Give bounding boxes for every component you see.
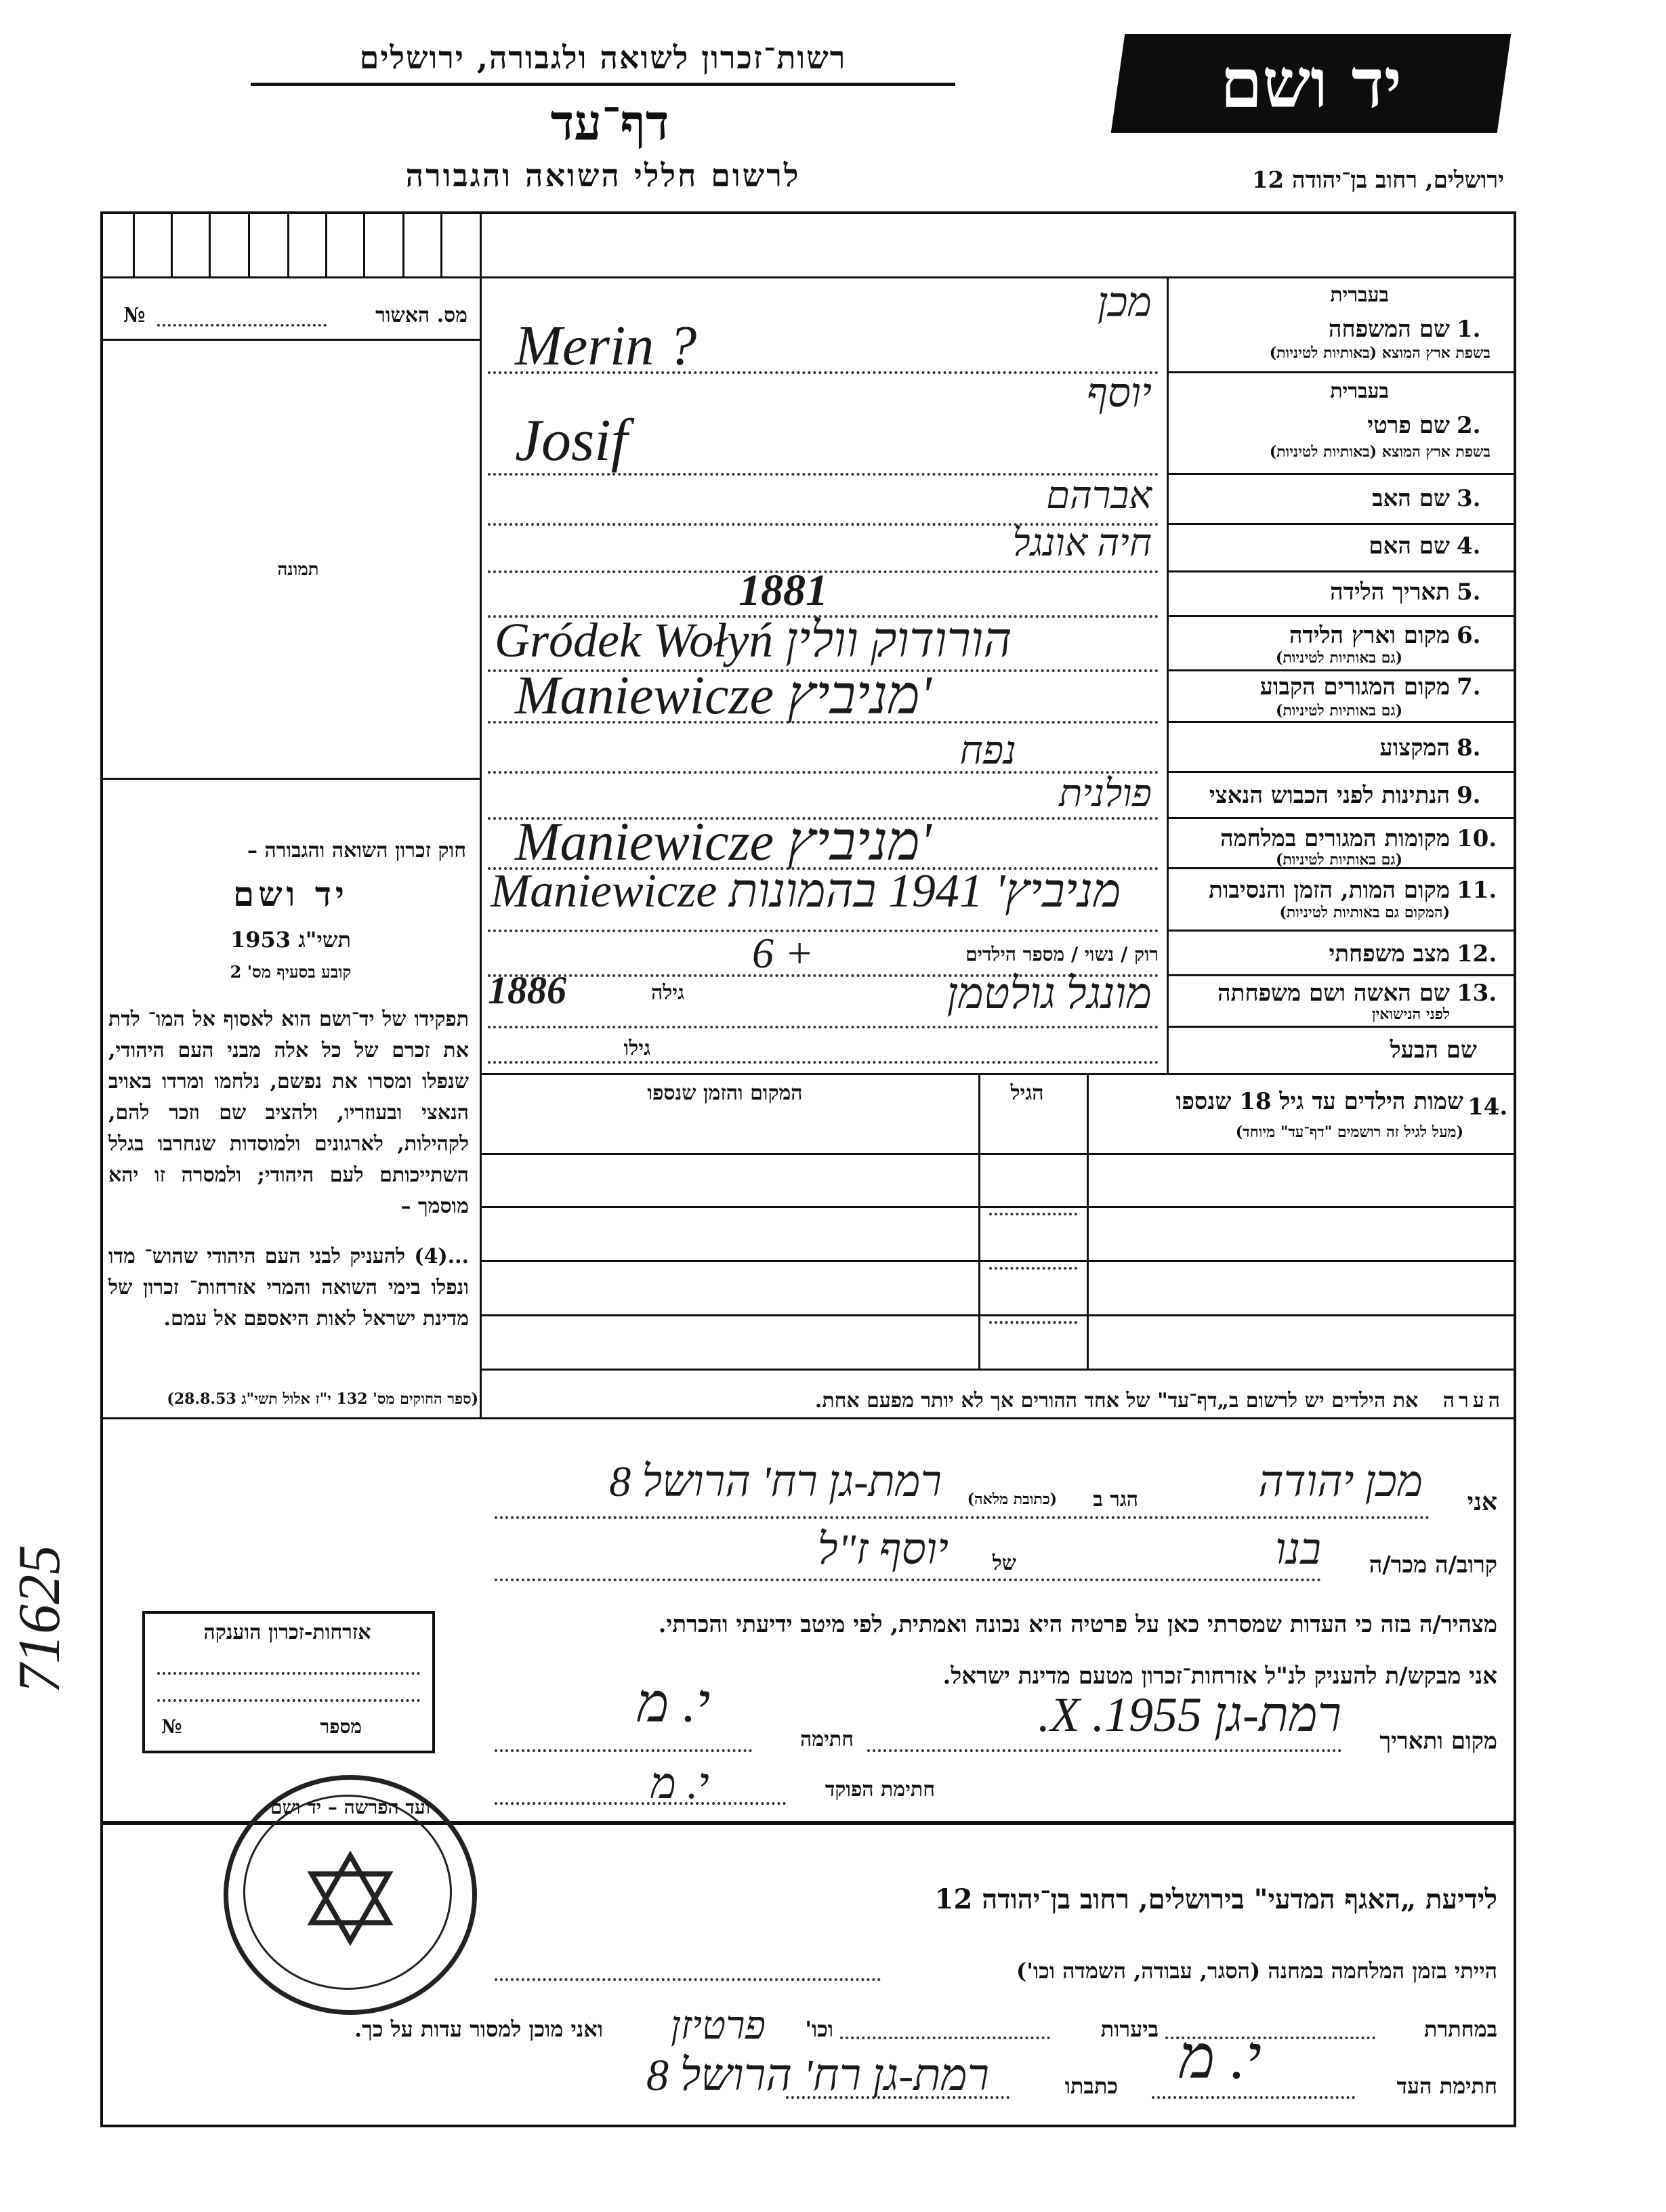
citizenship-line-1: [157, 1672, 420, 1675]
witness-sig-dots: [1152, 2096, 1355, 2099]
husband-label: שם הבעל: [1390, 1037, 1477, 1064]
value-line-13: [488, 1026, 1159, 1028]
round-stamp: [224, 1775, 477, 2015]
field-6-label: מקום וארץ הלידה: [1289, 622, 1450, 649]
field-7-label: מקום המגורים הקבוע: [1259, 673, 1450, 701]
field-4-label: שם האם: [1369, 533, 1450, 560]
decl-place-date-label: מקום ותאריך: [1379, 1728, 1497, 1755]
left-column-bottom: [100, 1417, 480, 1419]
institution-underline: [251, 83, 955, 86]
field-12-value2: 6 +: [752, 929, 814, 977]
left-col-divider: [480, 211, 482, 1378]
witness-address-label: כתבתו: [1064, 2073, 1118, 2099]
field-2-sub: בשפת ארץ המוצא (באותיות לטיניות): [1269, 443, 1491, 461]
field-8-num: 8.: [1457, 734, 1481, 761]
field-1-value-he: מכן: [1097, 280, 1152, 325]
decl-relation-label: קרוב/ה מכר/ה: [1369, 1551, 1497, 1579]
field-8-value: נפח: [959, 728, 1016, 772]
photo-divider: [100, 778, 480, 780]
field-5-label: תאריך הלידה: [1329, 579, 1450, 606]
institution-name: רשות־זכרון לשואה ולגבורה, ירושלים: [359, 39, 847, 76]
row-sep-13: [1167, 1026, 1514, 1028]
field-8-label: המקצוע: [1379, 734, 1450, 761]
field-2-label: שם פרטי: [1367, 412, 1450, 439]
decl-lives-label: הגר ב: [1093, 1488, 1138, 1511]
field-11-sub: (המקום גם באותיות לטיניות): [1279, 904, 1450, 921]
field-11-value: Maniewicze מניביץ' 1941 בהמונות: [491, 865, 1121, 917]
decl-name: מכן יהודה: [1258, 1457, 1423, 1505]
decl-place-date-value: רמת-גן 1955. X.: [1037, 1688, 1341, 1742]
citizenship-box: [142, 1611, 435, 1753]
field-12-num: 12.: [1457, 940, 1497, 967]
row-sep-9: [1167, 817, 1514, 819]
field-10-label: מקומות המגורים במלחמה: [1220, 825, 1450, 852]
decl-official-value: י. מ: [650, 1759, 709, 1808]
field-2-lang: בעברית: [1330, 379, 1389, 403]
witness-address-value: רמת-גן רח' הרושל 8: [646, 2051, 989, 2100]
field-5-num: 5.: [1457, 579, 1481, 606]
row-sep-14: [480, 1073, 1514, 1075]
field-1-label: שם המשפחה: [1328, 316, 1450, 343]
law-name: יד ושם: [233, 874, 348, 914]
row-sep-7: [1167, 721, 1514, 723]
field-2-value-lat: Josif: [515, 408, 628, 474]
forest-dots: [840, 2037, 1050, 2039]
row-sep-6: [1167, 669, 1514, 671]
decl-official-label: חתימת הפוקד: [825, 1778, 935, 1801]
decl-addr-hint: (כתובת מלאה): [967, 1490, 1057, 1508]
info-title: לידיעת „האגף המדעי" בירושלים, רחוב בן־יהודה 12: [934, 1883, 1497, 1915]
field-2-num: 2.: [1457, 412, 1481, 439]
field-1-lang: בעברית: [1330, 283, 1389, 307]
photo-label: תמונה: [277, 560, 319, 580]
strip-box-5: [287, 211, 289, 276]
note: [698, 1389, 1504, 1413]
field-9-num: 9.: [1457, 782, 1481, 809]
address: ירושלים, רחוב בן־יהודה 12: [1251, 167, 1504, 194]
witness-sig-value: י. מ: [1179, 2024, 1262, 2091]
law-section: קובע בסעיף מס' 2: [230, 962, 352, 982]
strip-box-9: [440, 211, 442, 276]
children-age-dots-1: [989, 1213, 1077, 1215]
field-7-num: 7.: [1457, 673, 1481, 701]
approval-line: [157, 324, 327, 327]
decl-statement: מצהיר/ה בזה כי העדות שמסרתי כאן על פרטיה היא נכונה ואמתית, לפי מיטב ידיעתי והכרתי.: [658, 1611, 1497, 1638]
value-line-14: [488, 1061, 1159, 1064]
field-3-value: אברהם: [1046, 475, 1152, 517]
camp-line-dots: [495, 1978, 881, 1981]
field-13-value: מונגל גולטמן: [946, 969, 1152, 1018]
field-10-sub: (גם באותיות לטיניות): [1275, 851, 1402, 869]
forest-label: ביערות: [1100, 2016, 1159, 2042]
field-4-num: 4.: [1457, 533, 1481, 560]
children-age-dots-3: [989, 1321, 1077, 1324]
note-divider: [480, 1417, 1514, 1419]
decl-line-3: [867, 1749, 1341, 1752]
row-sep-8: [1167, 771, 1514, 773]
strip-box-1: [133, 211, 135, 276]
field-10-value: Maniewicze מניביץ': [515, 812, 932, 872]
decl-request: אני מבקש/ת להעניק לנ"ל אזרחות־זכרון מטעם מדינת ישראל.: [942, 1663, 1497, 1690]
field-9-label: הנתינות לפני הכבוש הנאצי: [1209, 782, 1450, 809]
field-7-value: Maniewicze מניביץ': [515, 666, 932, 726]
field-5-value: 1881: [738, 566, 828, 615]
field-9-value: פולנית: [1059, 773, 1152, 815]
note-label: הערה: [1442, 1389, 1504, 1413]
children-col-place: המקום והזמן שנספו: [647, 1081, 803, 1105]
decl-address: רמת-גן רח' הרושל 8: [609, 1457, 942, 1505]
field-1-num: 1.: [1457, 316, 1481, 343]
label-col-divider: [1167, 276, 1169, 1073]
etc-label: וכו': [805, 2016, 833, 2042]
approval-no: №: [123, 304, 146, 327]
row-sep-5: [1167, 615, 1514, 617]
law-body: תפקידו של יד־ושם הוא לאסוף אל המו־ לדת את זכרם של כל אלה מבני העם היהודי, שנפלו ומסרו את נפשם, נלחמו ומרדו באויב הנאצי ובעוזריו, ולהציב שם וזכר להם, לקהילות, לארגונים ולמוסדות שנחרבו בגלל השתייכותם לעם היהודי; ולמסרה זו יהא מוסמך –: [108, 1007, 469, 1218]
strip-box-3: [209, 211, 211, 276]
field-6-num: 6.: [1457, 622, 1481, 649]
field-4-value: חיה אונגל: [1012, 522, 1152, 564]
decl-signature-label: חתימה: [800, 1728, 854, 1751]
strip-box-8: [402, 211, 404, 276]
decl-line-2: [495, 1579, 1321, 1581]
field-12-value: רוק / נשוי / מספר הילדים: [965, 943, 1159, 965]
field-3-num: 3.: [1457, 485, 1481, 512]
decl-line-5: [495, 1802, 786, 1805]
decl-i-label: אני: [1467, 1488, 1497, 1516]
law-clause: ...(4) להעניק לבני העם היהודי שהוש־ מדו ונפלו בימי השואה והמרי אזרחות־ זכרון של מדינת ישראל לאות היאספם אל עמם.: [108, 1245, 469, 1331]
note-text: את הילדים יש לרשום ב„דף־עד" של אחד ההורים אך לא יותר מפעם אחת.: [814, 1389, 1419, 1413]
children-row-2: [480, 1206, 1514, 1208]
witness-address-dots: [786, 2096, 1009, 2099]
field-7-sub: (גם באותיות לטיניות): [1275, 702, 1402, 719]
decl-of-label: של: [992, 1551, 1016, 1575]
margin-number: 71625: [7, 1545, 72, 1694]
field-1-value-lat: Merin ?: [515, 314, 697, 377]
children-row-1: [480, 1153, 1514, 1155]
decl-of-value: יוסף ז"ל: [817, 1525, 949, 1573]
field-13-sub: לפני הנישואין: [1371, 1005, 1450, 1023]
strip-box-6: [325, 211, 327, 276]
law-title: חוק זכרון השואה והגבורה –: [247, 839, 466, 862]
field-6-value: Gródek Wołyń הורודוק וולין: [495, 613, 1012, 667]
witness-sig-label: חתימת העד: [1396, 2073, 1497, 2099]
field-11-num: 11.: [1457, 877, 1497, 904]
field-11-label: מקום המות, הזמן והנסיבות: [1208, 877, 1450, 904]
children-num: 14.: [1467, 1093, 1508, 1121]
approval-label: מס. האשור: [375, 304, 467, 327]
field-13-label: שם האשה ושם משפחתה: [1217, 980, 1450, 1007]
children-row-4: [480, 1314, 1514, 1316]
stamp-text: ועד הפרשה – יד ושם: [270, 1796, 430, 1818]
star-of-david-icon: [299, 1848, 401, 1949]
field-13-age-label: גילה: [650, 981, 684, 1005]
field-1-sub: בשפת ארץ המוצא (באותיות לטיניות): [1269, 344, 1491, 362]
ready-text: ואני מוכן למסור עדות על כך.: [354, 2016, 603, 2042]
citizenship-title: אזרחות-זכרון הוענקה: [203, 1621, 371, 1644]
top-strip-bottom: [100, 276, 1514, 278]
children-col-age: הגיל: [1010, 1081, 1044, 1105]
decl-line-1: [495, 1516, 1430, 1519]
form-title: דף־עד: [550, 93, 669, 151]
row-sep-3: [1167, 523, 1514, 525]
law-ref: (ספר החוקים מס' 132 י"ז אלול תשי"ג 28.8.53): [167, 1390, 478, 1408]
decl-line-4: [495, 1749, 752, 1752]
decl-signature-value: י. מ: [637, 1674, 711, 1734]
strip-box-4: [248, 211, 250, 276]
row-sep-1: [1167, 371, 1514, 373]
etc-value: פרטיזן: [670, 2003, 766, 2047]
strip-box-7: [363, 211, 365, 276]
children-sub: (מעל לגיל זה רושמים "דף־עד" מיוחד): [1235, 1123, 1463, 1141]
row-sep-4: [1167, 570, 1514, 572]
decl-relation-value: בנו: [1274, 1525, 1321, 1573]
children-row-3: [480, 1260, 1514, 1262]
row-sep-11: [1167, 930, 1514, 932]
approval-divider: [100, 339, 480, 341]
yad-vashem-logo: [1111, 34, 1512, 133]
field-10-num: 10.: [1457, 825, 1497, 852]
field-2-value-he: יוסף: [1086, 371, 1152, 415]
field-6-sub: (גם באותיות לטיניות): [1275, 649, 1402, 667]
row-sep-2: [1167, 473, 1514, 475]
children-bottom: [480, 1369, 1514, 1371]
children-title: שמות הילדים עד גיל 18 שנספו: [1175, 1088, 1463, 1115]
children-age-dots-2: [989, 1267, 1077, 1270]
form-subtitle: לרשום חללי השואה והגבורה: [405, 157, 801, 194]
field-3-label: שם האב: [1372, 485, 1450, 512]
law-year: תשי"ג 1953: [230, 927, 351, 953]
field-13-num: 13.: [1457, 980, 1497, 1007]
citizenship-number-label: מספר: [320, 1715, 362, 1738]
camp-line-label: הייתי בזמן המלחמה במחנה (הסגר, עבודה, השמדה וכו'): [1016, 1958, 1497, 1984]
citizenship-line-2: [157, 1699, 420, 1702]
field-13-age-value: 1886: [488, 968, 566, 1012]
field-12-label: מצב משפחתי: [1329, 940, 1450, 967]
children-divider-1: [1087, 1073, 1089, 1369]
row-sep-12: [1167, 974, 1514, 976]
husband-age-label: גילו: [623, 1037, 650, 1060]
children-divider-2: [978, 1073, 980, 1369]
logo-text: יד ושם: [1220, 43, 1402, 123]
strip-box-2: [171, 211, 173, 276]
partisan-label: במחתרת: [1423, 2016, 1497, 2042]
citizenship-no: №: [161, 1715, 182, 1738]
note-left-edge: [480, 1369, 482, 1417]
